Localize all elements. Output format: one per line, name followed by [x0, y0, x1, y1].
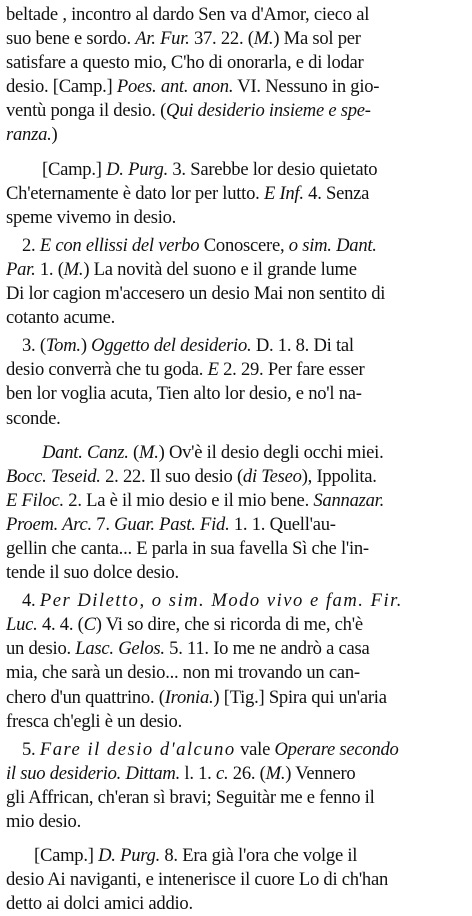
text-line-14: [6, 334, 466, 358]
text-line-26: [6, 637, 466, 661]
text-line-4: [6, 75, 466, 99]
italic-span: c.: [215, 762, 229, 784]
text-span: ): [80, 335, 92, 357]
text-span: 1. 1. Quell'au-: [229, 513, 336, 535]
text-span: tende il suo dolce desio.: [6, 562, 179, 584]
text-line-31: [6, 762, 466, 786]
text-line-21: [6, 513, 466, 537]
italic-span: Tom.: [45, 335, 81, 357]
text-line-20: [6, 489, 466, 513]
text-line-16: [6, 382, 466, 406]
italic-span: M.: [253, 28, 274, 50]
text-line-35: [6, 868, 466, 892]
italic-span: Fare il desio d'alcuno: [39, 738, 236, 760]
text-line-11: [6, 258, 466, 282]
text-line-22: [6, 537, 466, 561]
text-line-9: [6, 206, 466, 230]
text-span: 2.: [22, 234, 40, 256]
italic-span: E Filoc.: [6, 489, 64, 511]
text-span: ) Ov'è il desio degli occhi miei.: [158, 441, 384, 463]
italic-span: M.: [63, 258, 84, 280]
text-span: desio Ai naviganti, e intenerisce il cuore Lo di ch'han: [6, 869, 389, 891]
text-line-19: [6, 465, 466, 489]
text-span: gellin che canta... E parla in sua favella Sì che l'in-: [6, 537, 369, 559]
text-span: mio desio.: [6, 811, 81, 832]
italic-span: Ironia.: [164, 686, 214, 708]
text-span: Conoscere,: [199, 234, 289, 256]
text-line-7: [6, 158, 466, 182]
italic-span: di Teseo: [242, 465, 302, 487]
text-span: 2. La è il mio desio e il mio bene.: [63, 489, 314, 511]
text-span: ) Vennero: [285, 762, 356, 784]
text-span: 4. 4. (: [37, 614, 84, 636]
text-span: speme vivemo in desio.: [6, 206, 177, 228]
italic-span: E: [207, 359, 219, 381]
text-span: ventù ponga il desio. (: [6, 100, 167, 122]
text-line-17: [6, 407, 466, 431]
italic-span: il suo desiderio. Dittam.: [6, 762, 181, 784]
text-line-27: [6, 661, 466, 685]
text-span: beltade , incontro al dardo Sen va d'Amor, cieco al: [6, 4, 370, 25]
text-line-13: [6, 306, 466, 330]
italic-span: Operare secondo: [274, 738, 399, 760]
text-span: Ch'eternamente è dato lor per lutto.: [6, 182, 264, 204]
text-span: sconde.: [6, 407, 61, 429]
text-span: 5. 11. Io me ne andrò a casa: [164, 638, 370, 660]
text-line-18: [6, 441, 466, 465]
text-span: 3. Sarebbe lor desio quietato: [167, 158, 378, 180]
text-span: [Camp.]: [34, 845, 99, 867]
text-span: 8. Era già l'ora che volge il: [159, 845, 358, 867]
text-span: 5.: [22, 738, 40, 760]
text-span: ): [51, 124, 58, 146]
text-line-23: [6, 561, 466, 585]
text-span: 2. 22. Il suo desio (: [100, 465, 243, 487]
italic-span: Oggetto del desiderio.: [91, 335, 252, 357]
italic-span: E con ellissi del verbo: [39, 234, 200, 256]
text-line-29: [6, 710, 466, 734]
text-line-32: [6, 786, 466, 810]
italic-span: Qui desiderio insieme e spe-: [166, 100, 371, 122]
italic-span: Proem. Arc.: [6, 513, 92, 535]
text-span: [Camp.]: [42, 158, 107, 180]
text-line-1: [6, 3, 466, 27]
text-span: satisfare a questo mio, C'ho di onorarla, e di lodar: [6, 52, 364, 74]
text-line-36: [6, 892, 466, 916]
text-span: 7.: [91, 513, 115, 535]
italic-span: Par.: [6, 258, 36, 280]
italic-span: D. Purg.: [98, 845, 160, 867]
text-span: 3. (: [22, 335, 46, 357]
italic-span: Ar. Fur.: [135, 28, 190, 50]
text-span: (: [128, 441, 139, 463]
text-line-24: [6, 589, 466, 613]
text-line-30: [6, 738, 466, 762]
text-span: detto ai dolci amici addio.: [6, 893, 193, 915]
text-span: ) Ma sol per: [273, 28, 361, 50]
text-span: gli Affrican, ch'eran sì bravi; Seguitàr me e fenno il: [6, 786, 375, 808]
text-span: cotanto acume.: [6, 307, 116, 329]
text-span: mia, che sarà un desio... non mi trovando un can-: [6, 662, 360, 684]
text-line-15: [6, 358, 466, 382]
text-line-8: [6, 182, 466, 206]
text-span: ), Ippolita.: [301, 465, 377, 487]
italic-span: Bocc. Teseid.: [6, 465, 101, 487]
text-span: 37. 22. (: [189, 28, 254, 50]
text-line-5: [6, 99, 466, 123]
text-span: D. 1. 8. Di tal: [251, 335, 354, 357]
text-span: ) La novità del suono e il grande lume: [83, 258, 357, 280]
text-span: un desio.: [6, 638, 76, 660]
italic-span: M.: [138, 441, 159, 463]
text-span: Di lor cagion m'accesero un desio Mai non sentito di: [6, 283, 386, 305]
text-span: 2. 29. Per fare esser: [218, 359, 365, 381]
italic-span: Guar. Past. Fid.: [114, 513, 230, 535]
text-line-12: [6, 282, 466, 306]
text-span: fresca ch'egli è un desio.: [6, 710, 182, 732]
text-span: ) [Tig.] Spira qui un'aria: [213, 686, 387, 708]
text-span: VI. Nessuno in gio-: [233, 76, 380, 98]
italic-span: Lasc. Gelos.: [75, 638, 165, 660]
italic-span: Dant. Canz.: [42, 441, 129, 463]
italic-span: E Inf.: [263, 182, 304, 204]
text-line-6: [6, 123, 466, 147]
text-span: ben lor voglia acuta, Tien alto lor desio, e no'l na-: [6, 383, 362, 405]
text-span: ) Vi so dire, che si ricorda di me, ch'è: [95, 614, 363, 636]
italic-span: Luc.: [6, 614, 38, 636]
italic-span: Poes. ant. anon.: [116, 76, 234, 98]
text-span: 4.: [22, 590, 40, 612]
italic-span: C: [83, 614, 96, 636]
text-span: desio converrà che tu goda.: [6, 359, 208, 381]
text-span: suo bene e sordo.: [6, 28, 136, 50]
text-span: 4. Senza: [303, 182, 370, 204]
italic-span: M.: [265, 762, 286, 784]
italic-span: ranza.: [6, 124, 52, 146]
text-line-2: [6, 27, 466, 51]
text-span: desio. [Camp.]: [6, 76, 117, 98]
text-line-33: [6, 810, 466, 834]
text-span: 1. (: [35, 258, 64, 280]
text-line-10: [6, 234, 466, 258]
text-line-34: [6, 844, 466, 868]
text-line-3: [6, 51, 466, 75]
italic-span: Per Diletto, o sim. Modo vivo e fam. Fir.: [39, 590, 403, 612]
italic-span: o sim. Dant.: [288, 234, 377, 256]
text-line-28: [6, 686, 466, 710]
text-span: vale: [235, 738, 275, 760]
text-span: chero d'un quattrino. (: [6, 686, 165, 708]
text-line-25: [6, 613, 466, 637]
text-span: 26. (: [228, 762, 266, 784]
italic-span: D. Purg.: [106, 158, 168, 180]
text-span: l. 1.: [180, 762, 216, 784]
italic-span: Sannazar.: [313, 489, 384, 511]
